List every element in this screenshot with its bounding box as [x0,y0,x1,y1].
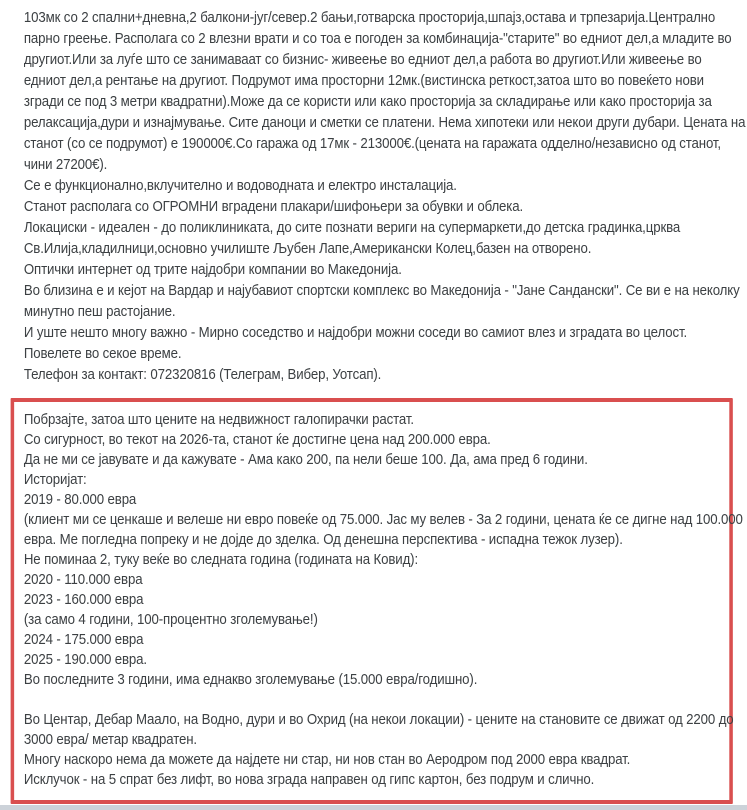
text-line: И уште нешто многу важно - Мирно соседство и најдобри можни соседи во самиот влез и зградата во целост. [23,324,688,341]
text-line: Св.Илија,кладилници,основно училиште Љубен Лапе,Американски Колец,базен на отворено. [23,240,592,257]
text-line: Во Центар, Дебар Маало, на Водно, дури и во Охрид (на некои локации) - цените на становите се движат од 2200 до [23,711,734,728]
text-line: Станот располага со ОГРОМНИ вградени плакари/шифоњери за обувки и облека. [23,198,524,215]
listing-description [0,0,747,385]
text-line: 3000 евра/ метар квадратен. [23,731,197,748]
text-line: Оптички интернет од трите најдобри компании во Македонија. [23,261,402,278]
text-line: минутно пеш растојание. [23,303,176,320]
text-line: едниот дел,а рентање на другиот. Подрумот има просторни 12мк.(вистинска реткост,затоа што во повеќето нови [23,72,704,89]
text-line: 2023 - 160.000 евра [23,591,144,608]
text-line: Не поминаа 2, туку веќе во следната година (годината на Ковид): [23,551,419,568]
text-line: евра. Ме погледна попреку и не дојде до зделка. Од денешна перспектива - испадна тежок лузер). [23,531,623,548]
text-line: Локациски - идеален - до поликлиниката, до сите познати вериги на супермаркети,до детска градинка,црква [23,219,681,236]
text-line: станот (со се подрумот) е 190000€.Со гаража од 17мк - 213000€.(цената на гаражата одделно/независно од станот, [23,135,721,152]
bottom-edge-strip [0,805,747,810]
text-line: Се е функционално,вклучително и водоводната и електро инсталација. [23,177,457,194]
text-line: Повелете во секое време. [23,345,182,362]
text-line: 103мк со 2 спални+дневна,2 балкони-југ/север.2 бањи,готварска просторија,шпајз,остава и трпезарија.Централно [23,9,716,26]
text-line: чини 27200€). [23,156,108,173]
text-line: (клиент ми се ценкаше и велеше ни евро повеќе од 75.000. Јас му велев - За 2 години, цената ќе се дигне над 100.000 [23,511,743,528]
text-line: (за само 4 години, 100-процентно зголемување!) [23,611,318,628]
text-line: парно греење. Располага со 2 влезни врати и со тоа е погоден за комбинација-"старите" во едниот дел,а младите во [23,30,732,47]
text-line: 2020 - 110.000 евра [23,571,143,588]
text-line [24,690,729,710]
text-line: Побрзајте, затоа што цените на недвижност галопирачки растат. [23,411,414,428]
text-line: 2019 - 80.000 евра [23,491,137,508]
text-line: Со сигурност, во текот на 2026-та, станот ќе достигне цена над 200.000 евра. [23,431,491,448]
text-line: 2024 - 175.000 евра [23,631,144,648]
text-line: Телефон за контакт: 072320816 (Телеграм, Вибер, Уотсап). [23,366,382,383]
text-line: Во последните 3 години, има еднакво зголемување (15.000 евра/годишно). [23,671,478,688]
text-line: Многу наскоро нема да можете да најдете ни стар, ни нов стан во Аеродром под 2000 евра квадрат. [23,751,631,768]
text-line: згради се под 3 метри квадратни).Може да се користи или како просторија за складирање или како просторија за [23,93,712,110]
price-history-highlight-box [11,398,743,804]
text-line: другиот.Или за луѓе што се занимаваат со бизнис- живеење во едниот дел,а работа во другиот.Или живеење во [23,51,702,68]
text-line: Да не ми се јавувате и да кажувате - Ама како 200, па нели беше 100. Да, ама пред 6 години. [23,451,588,468]
text-line: Во близина е и кејот на Вардар и најубавиот спортски комплекс во Македонија - "Јане Сандански". Се ви е на неколку [23,282,740,299]
text-line: 2025 - 190.000 евра. [23,651,147,668]
text-line: Исклучок - на 5 спрат без лифт, во нова зграда направен од гипс картон, без подрум и слично. [23,771,595,788]
text-line: Историјат: [23,471,87,488]
text-line: релаксација,дури и изнајмување. Сите даноци и сметки се платени. Нема хипотеки или некои други дубари. Цената на [23,114,746,131]
